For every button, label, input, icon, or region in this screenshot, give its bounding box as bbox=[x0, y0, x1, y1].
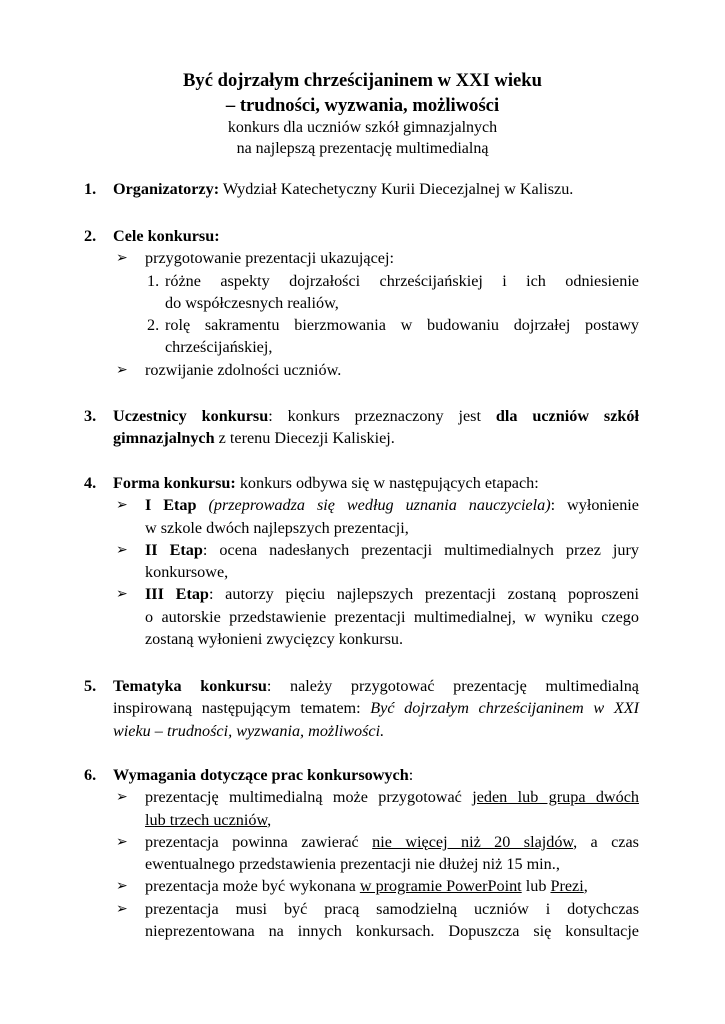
item-text: prezentacja może być wykonana bbox=[145, 877, 360, 896]
list-item-stage-3 bbox=[113, 583, 639, 650]
stage-text: : autorzy pięciu najlepszych prezentacji zostaną poproszeni bbox=[208, 585, 639, 604]
arrow-bullet-icon: ➢ bbox=[116, 361, 128, 378]
item-text: prezentacja powinna zawierać bbox=[145, 832, 373, 851]
section-bold-text: dla uczniów szkół bbox=[495, 407, 639, 425]
section-goals bbox=[84, 225, 639, 381]
section-number: 2. bbox=[84, 227, 97, 245]
list-item bbox=[113, 831, 639, 876]
list-item bbox=[113, 786, 639, 831]
arrow-bullet-icon: ➢ bbox=[116, 541, 128, 558]
list-item bbox=[113, 875, 639, 897]
title-line-2: – trudności, wyzwania, możliwości bbox=[225, 94, 500, 116]
document-header bbox=[0, 69, 725, 159]
underlined-text: w programie PowerPoint bbox=[359, 877, 522, 896]
section-organizers bbox=[84, 178, 639, 200]
subtitle-line-1: konkurs dla uczniów szkół gimnazjalnych bbox=[227, 119, 498, 136]
arrow-bullet-icon: ➢ bbox=[116, 900, 128, 917]
section-number: 1. bbox=[84, 180, 97, 198]
list-item-text: przygotowanie prezentacji ukazującej: bbox=[145, 249, 394, 268]
theme-italic: wieku – trudności, wyzwania, możliwości. bbox=[113, 721, 385, 740]
underlined-text: jeden lub grupa dwóch bbox=[472, 788, 639, 807]
section-text: : konkurs przeznaczony jest bbox=[268, 407, 496, 425]
stage-text: w szkole dwóch najlepszych prezentacji, bbox=[145, 518, 409, 537]
item-text: , bbox=[267, 810, 272, 829]
section-label: Tematyka konkursu bbox=[113, 677, 267, 695]
subitem-number: 2. bbox=[147, 316, 160, 335]
section-number: 5. bbox=[84, 677, 97, 695]
section-text: z terenu Diecezji Kaliskiej. bbox=[214, 429, 395, 448]
list-item bbox=[113, 898, 639, 943]
section-label: Organizatorzy: bbox=[113, 180, 220, 198]
arrow-bullet-icon: ➢ bbox=[116, 878, 128, 895]
subitem-line: do współczesnych realiów, bbox=[165, 293, 339, 312]
list-item-text: rozwijanie zdolności uczniów. bbox=[145, 360, 342, 379]
subitem-line: różne aspekty dojrzałości chrześcijańskiej i ich odniesienie bbox=[165, 271, 639, 290]
theme-italic: Być dojrzałym chrześcijaninem w XXI bbox=[370, 699, 639, 718]
section-theme bbox=[84, 675, 639, 742]
section-number: 3. bbox=[84, 407, 97, 425]
subitem-line: rolę sakramentu bierzmowania w budowaniu dojrzałej postawy bbox=[165, 316, 639, 335]
section-text: : bbox=[408, 766, 414, 784]
section-form bbox=[84, 472, 639, 650]
item-text: prezentacja musi być pracą samodzielną uczniów i dotychczas bbox=[145, 899, 639, 918]
stage-label: III Etap bbox=[145, 585, 209, 604]
section-label: Uczestnicy konkursu bbox=[113, 407, 269, 425]
item-text: , bbox=[583, 877, 588, 896]
arrow-bullet-icon: ➢ bbox=[116, 789, 128, 806]
list-item-stage-1 bbox=[113, 494, 639, 539]
arrow-bullet-icon: ➢ bbox=[116, 250, 128, 267]
section-number: 4. bbox=[84, 474, 97, 492]
item-text: , a czas bbox=[573, 832, 639, 851]
title-line-1: Być dojrzałym chrześcijaninem w XXI wieku bbox=[183, 70, 542, 91]
underlined-text: Prezi bbox=[550, 877, 584, 896]
section-requirements bbox=[84, 764, 639, 942]
underlined-text: lub trzech uczniów bbox=[145, 810, 268, 829]
section-bold-text: gimnazjalnych bbox=[113, 429, 215, 448]
subitem-number: 1. bbox=[147, 271, 160, 290]
section-label: Forma konkursu: bbox=[113, 474, 236, 492]
section-number: 6. bbox=[84, 766, 97, 784]
section-text: : należy przygotować prezentację multimedialną bbox=[266, 677, 639, 695]
item-text: ewentualnego przedstawienia prezentacji nie dłużej niż 15 min., bbox=[145, 855, 560, 874]
arrow-bullet-icon: ➢ bbox=[116, 586, 128, 603]
stage-label: I Etap bbox=[145, 496, 197, 515]
stage-note: (przeprowadza się według uznania nauczyciela) bbox=[196, 496, 551, 515]
list-item bbox=[113, 247, 639, 269]
arrow-bullet-icon: ➢ bbox=[116, 497, 128, 514]
stage-text: : wyłonienie bbox=[550, 496, 639, 515]
section-label: Wymagania dotyczące prac konkursowych bbox=[113, 766, 409, 784]
numbered-subitem bbox=[113, 314, 639, 359]
section-text: Wydział Katechetyczny Kurii Diecezjalnej w Kaliszu. bbox=[219, 180, 574, 198]
section-participants bbox=[84, 405, 639, 450]
subitem-line: chrześcijańskiej, bbox=[165, 338, 273, 357]
list-item bbox=[113, 359, 639, 381]
stage-text: : ocena nadesłanych prezentacji multimedialnych przez jury bbox=[202, 540, 640, 559]
section-label: Cele konkursu: bbox=[113, 227, 220, 245]
stage-text: konkursowe, bbox=[145, 563, 229, 582]
arrow-bullet-icon: ➢ bbox=[116, 833, 128, 850]
list-item-stage-2 bbox=[113, 539, 639, 584]
numbered-subitem bbox=[113, 270, 639, 315]
stage-label: II Etap bbox=[145, 540, 203, 559]
section-text: inspirowaną następującym tematem: bbox=[113, 699, 371, 718]
item-text: lub bbox=[521, 877, 551, 896]
item-text: prezentację multimedialną może przygotować bbox=[145, 788, 473, 807]
underlined-text: nie więcej niż 20 slajdów bbox=[372, 832, 574, 851]
stage-text: zostaną wyłonieni zwycięzcy konkursu. bbox=[145, 630, 404, 649]
section-text: konkurs odbywa się w następujących etapach: bbox=[235, 474, 539, 492]
stage-text: o autorskie przedstawienie prezentacji multimedialnej, w wyniku czego bbox=[145, 607, 639, 626]
item-text: nieprezentowana na innych konkursach. Dopuszcza się konsultacje bbox=[145, 922, 639, 941]
subtitle-line-2: na najlepszą prezentację multimedialną bbox=[236, 139, 489, 157]
